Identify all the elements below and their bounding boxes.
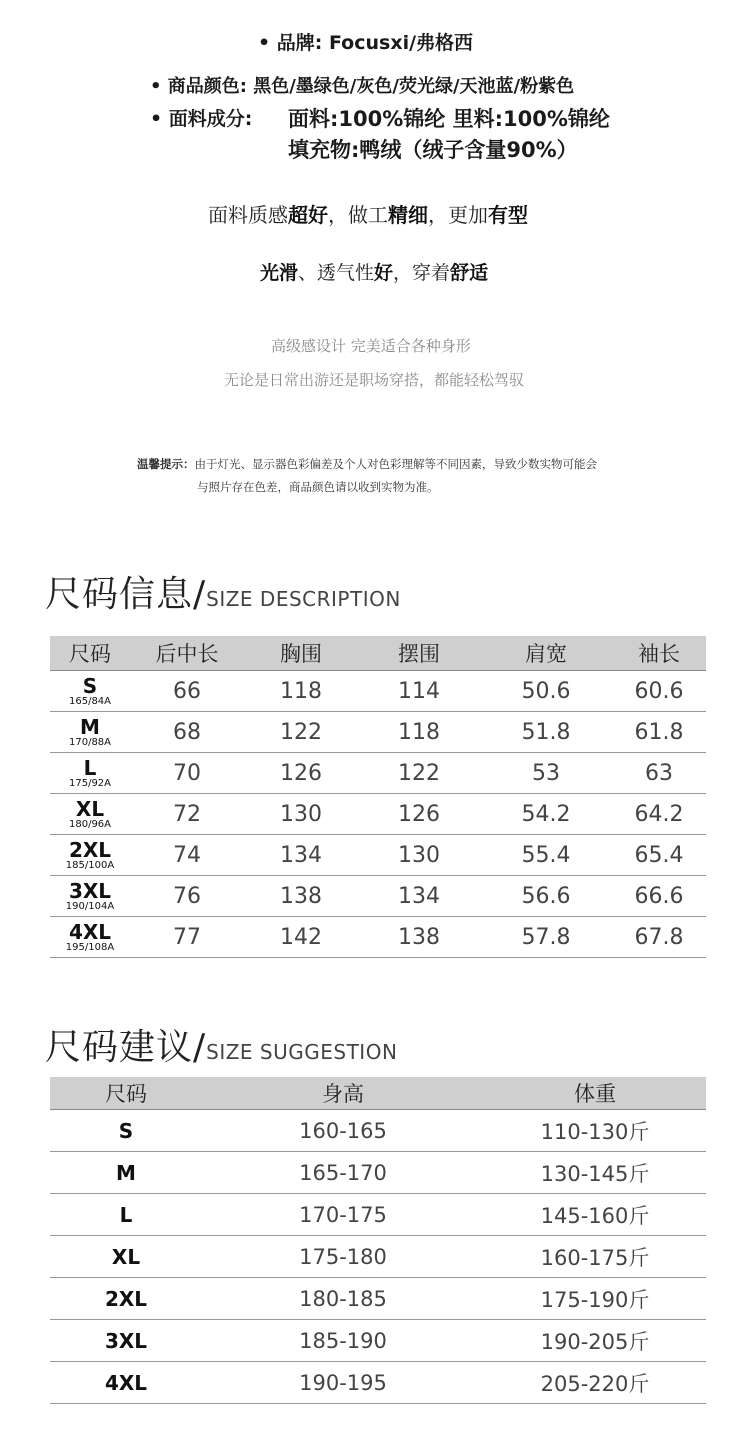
table-cell: 61.8 — [612, 712, 706, 753]
hl-text: 面料质感 — [208, 203, 288, 227]
hl-text: ，穿着 — [393, 262, 451, 284]
size-spec: 180/96A — [68, 818, 112, 830]
table-row — [50, 835, 706, 876]
size-spec: 185/100A — [65, 859, 115, 871]
table-cell: 130 — [358, 835, 480, 876]
hl-bold: 舒适 — [450, 262, 489, 284]
col-header: 身高 — [202, 1077, 484, 1110]
col-header: 体重 — [484, 1077, 706, 1110]
size-spec: 190/104A — [65, 900, 115, 912]
weight-cell: 175-190斤 — [484, 1278, 706, 1320]
brand-line: • 品牌: Focusxi/弗格西 — [258, 32, 474, 54]
size-cell: XL — [50, 1236, 202, 1278]
size-spec: 195/108A — [65, 941, 115, 953]
notice-text: 由于灯光、显示器色彩偏差及个人对色彩理解等不同因素，导致少数实物可能会 — [194, 457, 597, 471]
table-cell: 118 — [244, 671, 358, 712]
table-cell: 55.4 — [480, 835, 612, 876]
fabric-label: • 面料成分: — [150, 108, 253, 130]
table-cell: 60.6 — [612, 671, 706, 712]
colors-line: • 商品颜色: 黑色/墨绿色/灰色/荧光绿/天池蓝/粉紫色 — [150, 76, 575, 97]
notice-line-1 — [137, 456, 597, 472]
table-cell: 66 — [130, 671, 244, 712]
size-cell — [50, 671, 130, 712]
height-cell: 170-175 — [202, 1194, 484, 1236]
hl-text: 、透气性 — [298, 262, 375, 284]
table-cell: 64.2 — [612, 794, 706, 835]
size-spec: 170/88A — [68, 736, 112, 748]
weight-cell: 190-205斤 — [484, 1320, 706, 1362]
size-label: S — [82, 673, 98, 698]
notice-label: 温馨提示： — [137, 457, 195, 471]
size-cell — [50, 917, 130, 958]
table-cell: 68 — [130, 712, 244, 753]
size-label: 4XL — [68, 919, 112, 944]
size-info-title: 尺码信息/ — [45, 574, 207, 615]
table-cell: 126 — [358, 794, 480, 835]
size-spec: 175/92A — [68, 777, 112, 789]
table-cell: 56.6 — [480, 876, 612, 917]
hl-text: ，更加 — [428, 203, 488, 227]
table-row — [50, 1236, 706, 1278]
table-row — [50, 671, 706, 712]
size-label: 3XL — [68, 878, 112, 903]
table-cell: 51.8 — [480, 712, 612, 753]
hl-text: ，做工 — [328, 203, 388, 227]
height-cell: 190-195 — [202, 1362, 484, 1404]
table-cell: 57.8 — [480, 917, 612, 958]
size-cell — [50, 753, 130, 794]
col-header: 尺码 — [50, 636, 130, 671]
size-suggestion-heading — [45, 1019, 397, 1070]
table-cell: 65.4 — [612, 835, 706, 876]
design-line-1: 高级感设计 完美适合各种身形 — [271, 337, 471, 355]
filling-composition: 填充物:鸭绒（绒子含量90%） — [288, 138, 578, 162]
table-row — [50, 1362, 706, 1404]
table-cell: 134 — [358, 876, 480, 917]
table-cell: 70 — [130, 753, 244, 794]
weight-cell: 160-175斤 — [484, 1236, 706, 1278]
size-info-heading — [45, 566, 401, 617]
table-cell: 54.2 — [480, 794, 612, 835]
weight-cell: 130-145斤 — [484, 1152, 706, 1194]
table-cell: 138 — [358, 917, 480, 958]
table-row — [50, 712, 706, 753]
table-cell: 126 — [244, 753, 358, 794]
table-cell: 122 — [244, 712, 358, 753]
table-row — [50, 1152, 706, 1194]
size-cell: 4XL — [50, 1362, 202, 1404]
size-label: 2XL — [68, 837, 112, 862]
fabric-composition: 面料:100%锦纶 里料:100%锦纶 — [288, 107, 610, 131]
table-cell: 63 — [612, 753, 706, 794]
col-header: 胸围 — [244, 636, 358, 671]
table-cell: 122 — [358, 753, 480, 794]
size-cell — [50, 712, 130, 753]
table-cell: 134 — [244, 835, 358, 876]
table-cell: 142 — [244, 917, 358, 958]
size-cell: 3XL — [50, 1320, 202, 1362]
hl-bold: 超好 — [288, 203, 328, 227]
table-row — [50, 794, 706, 835]
size-cell: L — [50, 1194, 202, 1236]
hl-bold: 好 — [374, 262, 394, 284]
size-info-table — [50, 636, 706, 958]
table-header-row — [50, 636, 706, 671]
notice-line-2: 与照片存在色差，商品颜色请以收到实物为准。 — [197, 480, 439, 494]
col-header: 摆围 — [358, 636, 480, 671]
size-cell: 2XL — [50, 1278, 202, 1320]
col-header: 肩宽 — [480, 636, 612, 671]
table-cell: 114 — [358, 671, 480, 712]
size-suggestion-subtitle: SIZE SUGGESTION — [206, 1040, 398, 1064]
height-cell: 185-190 — [202, 1320, 484, 1362]
table-cell: 50.6 — [480, 671, 612, 712]
weight-cell: 110-130斤 — [484, 1110, 706, 1152]
table-row — [50, 1278, 706, 1320]
table-cell: 130 — [244, 794, 358, 835]
table-cell: 118 — [358, 712, 480, 753]
height-cell: 180-185 — [202, 1278, 484, 1320]
size-cell: S — [50, 1110, 202, 1152]
weight-cell: 145-160斤 — [484, 1194, 706, 1236]
height-cell: 165-170 — [202, 1152, 484, 1194]
table-cell: 74 — [130, 835, 244, 876]
table-row — [50, 1110, 706, 1152]
col-header: 袖长 — [612, 636, 706, 671]
size-info-subtitle: SIZE DESCRIPTION — [206, 587, 401, 611]
comfort-highlight — [260, 258, 488, 285]
table-cell: 66.6 — [612, 876, 706, 917]
table-cell: 138 — [244, 876, 358, 917]
table-cell: 67.8 — [612, 917, 706, 958]
height-cell: 175-180 — [202, 1236, 484, 1278]
size-cell — [50, 794, 130, 835]
col-header: 后中长 — [130, 636, 244, 671]
table-row — [50, 917, 706, 958]
table-row — [50, 753, 706, 794]
design-line-2: 无论是日常出游还是职场穿搭，都能轻松驾驭 — [224, 371, 525, 389]
size-spec: 165/84A — [68, 695, 112, 707]
size-suggestion-title: 尺码建议/ — [45, 1027, 207, 1068]
hl-bold: 精细 — [388, 203, 428, 227]
table-row — [50, 1320, 706, 1362]
size-suggestion-table — [50, 1077, 706, 1404]
height-cell: 160-165 — [202, 1110, 484, 1152]
size-cell — [50, 876, 130, 917]
size-label: M — [80, 714, 100, 739]
table-header-row — [50, 1077, 706, 1110]
table-cell: 76 — [130, 876, 244, 917]
table-row — [50, 1194, 706, 1236]
weight-cell: 205-220斤 — [484, 1362, 706, 1404]
size-label: L — [83, 755, 97, 780]
table-cell: 53 — [480, 753, 612, 794]
table-cell: 77 — [130, 917, 244, 958]
hl-bold: 有型 — [488, 203, 528, 227]
size-cell: M — [50, 1152, 202, 1194]
col-header: 尺码 — [50, 1077, 202, 1110]
hl-bold: 光滑 — [260, 262, 299, 284]
size-cell — [50, 835, 130, 876]
table-row — [50, 876, 706, 917]
table-cell: 72 — [130, 794, 244, 835]
size-label: XL — [75, 796, 105, 821]
quality-highlight — [208, 199, 528, 228]
